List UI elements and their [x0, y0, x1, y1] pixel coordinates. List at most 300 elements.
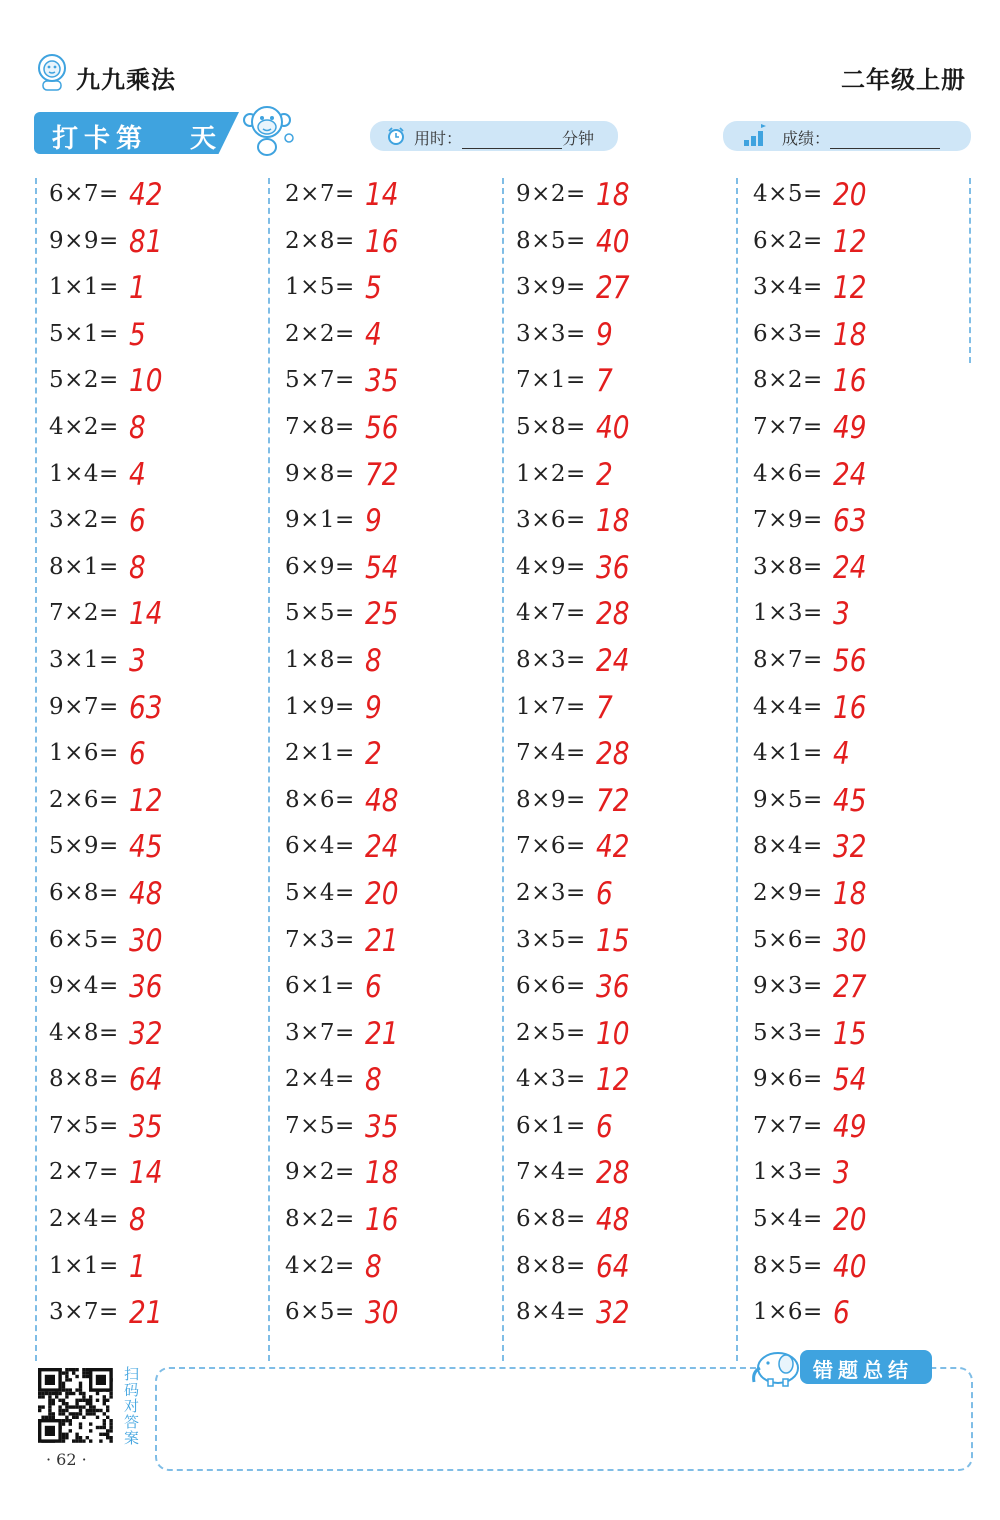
- equation: 3×3=: [516, 320, 586, 347]
- handwritten-answer: 10: [129, 363, 163, 400]
- handwritten-answer: 6: [129, 736, 146, 773]
- handwritten-answer: 48: [129, 875, 163, 912]
- handwritten-answer: 56: [365, 409, 399, 446]
- equation: 7×9=: [753, 507, 823, 534]
- equation: 4×4=: [753, 693, 823, 720]
- handwritten-answer: 16: [833, 689, 867, 726]
- equation: 4×8=: [49, 1019, 119, 1046]
- handwritten-answer: 15: [833, 1015, 867, 1052]
- problem-row: [516, 361, 736, 408]
- handwritten-answer: 4: [833, 736, 850, 773]
- handwritten-answer: 36: [596, 549, 630, 586]
- handwritten-answer: 1: [129, 1248, 146, 1285]
- equation: 2×4=: [49, 1206, 119, 1233]
- problem-row: [49, 1014, 269, 1061]
- equation: 4×1=: [753, 740, 823, 767]
- equation: 4×3=: [516, 1066, 586, 1093]
- problem-row: [753, 315, 973, 362]
- handwritten-answer: 6: [833, 1295, 850, 1332]
- problem-row: [285, 268, 505, 315]
- problem-row: [285, 1200, 505, 1247]
- problem-row: [753, 175, 973, 222]
- equation: 5×7=: [285, 367, 355, 394]
- problem-row: [285, 175, 505, 222]
- equation: 7×7=: [753, 1112, 823, 1139]
- equation: 1×3=: [753, 600, 823, 627]
- problem-row: [49, 1153, 269, 1200]
- problem-row: [753, 874, 973, 921]
- equation: 8×8=: [516, 1252, 586, 1279]
- problem-row: [753, 921, 973, 968]
- handwritten-answer: 56: [833, 642, 867, 679]
- handwritten-answer: 40: [596, 223, 630, 260]
- equation: 8×7=: [753, 646, 823, 673]
- handwritten-answer: 20: [833, 177, 867, 213]
- handwritten-answer: 7: [596, 363, 613, 400]
- problem-row: [516, 1014, 736, 1061]
- equation: 3×8=: [753, 553, 823, 580]
- handwritten-answer: 24: [833, 549, 867, 586]
- problem-row: [753, 967, 973, 1014]
- handwritten-answer: 72: [365, 456, 399, 493]
- problem-row: [753, 361, 973, 408]
- equation: 7×1=: [516, 367, 586, 394]
- handwritten-answer: 32: [833, 829, 867, 866]
- equation: 2×7=: [285, 181, 355, 207]
- problem-row: [285, 222, 505, 269]
- equation: 9×2=: [516, 181, 586, 207]
- problem-row: [285, 827, 505, 874]
- problem-row: [285, 734, 505, 781]
- equation: 9×3=: [753, 973, 823, 1000]
- equation: 8×2=: [753, 367, 823, 394]
- equation: 1×1=: [49, 1252, 119, 1279]
- column-divider: [736, 178, 738, 1361]
- problem-row: [49, 967, 269, 1014]
- handwritten-answer: 21: [365, 1015, 399, 1052]
- problem-row: [516, 781, 736, 828]
- problem-row: [516, 222, 736, 269]
- equation: 4×9=: [516, 553, 586, 580]
- problem-row: [516, 268, 736, 315]
- handwritten-answer: 18: [365, 1155, 399, 1192]
- problem-row: [516, 408, 736, 455]
- problem-row: [285, 781, 505, 828]
- problem-row: [285, 408, 505, 455]
- handwritten-answer: 40: [596, 409, 630, 446]
- equation: 8×1=: [49, 553, 119, 580]
- problem-row: [49, 1107, 269, 1154]
- problem-row: [49, 1293, 269, 1340]
- problem-row: [516, 455, 736, 502]
- mistake-summary-label: 错题总结: [813, 1358, 913, 1382]
- problem-row: [49, 921, 269, 968]
- equation: 3×5=: [516, 926, 586, 953]
- handwritten-answer: 81: [129, 223, 163, 260]
- problem-row: [49, 874, 269, 921]
- handwritten-answer: 12: [129, 782, 163, 819]
- equation: 1×3=: [753, 1159, 823, 1186]
- bar-chart-icon: [742, 122, 768, 148]
- problem-column-2: [285, 175, 505, 1340]
- equation: 5×2=: [49, 367, 119, 394]
- problem-row: [516, 1107, 736, 1154]
- equation: 3×4=: [753, 274, 823, 301]
- equation: 5×4=: [753, 1206, 823, 1233]
- problem-row: [753, 734, 973, 781]
- handwritten-answer: 18: [833, 316, 867, 353]
- problem-row: [516, 874, 736, 921]
- score-blank[interactable]: [830, 132, 940, 149]
- handwritten-answer: 54: [833, 1062, 867, 1099]
- problem-row: [49, 361, 269, 408]
- handwritten-answer: 8: [365, 642, 382, 679]
- problem-row: [516, 1153, 736, 1200]
- equation: 1×7=: [516, 693, 586, 720]
- equation: 2×3=: [516, 879, 586, 906]
- equation: 9×2=: [285, 1159, 355, 1186]
- handwritten-answer: 40: [833, 1248, 867, 1285]
- handwritten-answer: 5: [129, 316, 146, 353]
- handwritten-answer: 8: [129, 409, 146, 446]
- handwritten-answer: 6: [596, 875, 613, 912]
- handwritten-answer: 63: [833, 503, 867, 540]
- problem-row: [285, 594, 505, 641]
- problem-row: [49, 594, 269, 641]
- problem-row: [753, 1200, 973, 1247]
- equation: 3×2=: [49, 507, 119, 534]
- equation: 2×4=: [285, 1066, 355, 1093]
- problem-row: [49, 501, 269, 548]
- equation: 6×5=: [49, 926, 119, 953]
- problem-row: [49, 641, 269, 688]
- grade-label: 二年级上册: [841, 66, 966, 94]
- equation: 1×6=: [753, 1299, 823, 1326]
- handwritten-answer: 3: [129, 642, 146, 679]
- equation: 4×2=: [285, 1252, 355, 1279]
- equation: 6×1=: [516, 1112, 586, 1139]
- handwritten-answer: 18: [596, 503, 630, 540]
- handwritten-answer: 72: [596, 782, 630, 819]
- problem-row: [285, 548, 505, 595]
- problem-row: [49, 268, 269, 315]
- equation: 1×2=: [516, 460, 586, 487]
- handwritten-answer: 20: [833, 1202, 867, 1239]
- equation: 9×6=: [753, 1066, 823, 1093]
- problem-row: [753, 594, 973, 641]
- equation: 7×4=: [516, 1159, 586, 1186]
- equation: 9×1=: [285, 507, 355, 534]
- handwritten-answer: 48: [596, 1202, 630, 1239]
- problem-row: [285, 455, 505, 502]
- handwritten-answer: 35: [365, 363, 399, 400]
- problem-row: [285, 1153, 505, 1200]
- alarm-clock-icon: [386, 126, 406, 146]
- handwritten-answer: 4: [129, 456, 146, 493]
- handwritten-answer: 49: [833, 1108, 867, 1145]
- equation: 6×5=: [285, 1299, 355, 1326]
- handwritten-answer: 2: [596, 456, 613, 493]
- equation: 9×8=: [285, 460, 355, 487]
- equation: 1×1=: [49, 274, 119, 301]
- problem-row: [516, 827, 736, 874]
- handwritten-answer: 49: [833, 409, 867, 446]
- handwritten-answer: 3: [833, 596, 850, 633]
- handwritten-answer: 10: [596, 1015, 630, 1052]
- problem-row: [49, 315, 269, 362]
- equation: 6×8=: [49, 879, 119, 906]
- handwritten-answer: 25: [365, 596, 399, 633]
- problem-row: [285, 361, 505, 408]
- handwritten-answer: 2: [365, 736, 382, 773]
- handwritten-answer: 12: [833, 223, 867, 260]
- problem-row: [753, 501, 973, 548]
- handwritten-answer: 12: [833, 270, 867, 307]
- equation: 7×5=: [285, 1112, 355, 1139]
- elephant-icon: [748, 1346, 804, 1388]
- equation: 7×7=: [753, 413, 823, 440]
- equation: 9×9=: [49, 227, 119, 254]
- handwritten-answer: 30: [833, 922, 867, 959]
- equation: 8×5=: [516, 227, 586, 254]
- problem-row: [49, 1060, 269, 1107]
- monkey-icon: [238, 100, 298, 160]
- problem-row: [753, 1247, 973, 1294]
- scan-for-answers-label: 扫码对答案: [124, 1365, 140, 1447]
- handwritten-answer: 5: [365, 270, 382, 307]
- equation: 6×4=: [285, 833, 355, 860]
- problem-row: [753, 455, 973, 502]
- equation: 4×6=: [753, 460, 823, 487]
- equation: 2×1=: [285, 740, 355, 767]
- handwritten-answer: 21: [365, 922, 399, 959]
- problem-row: [285, 1293, 505, 1340]
- equation: 5×6=: [753, 926, 823, 953]
- problem-row: [516, 734, 736, 781]
- problem-row: [753, 1060, 973, 1107]
- problem-row: [753, 1014, 973, 1061]
- problem-row: [516, 315, 736, 362]
- handwritten-answer: 30: [365, 1295, 399, 1332]
- time-unit: 分钟: [562, 129, 595, 148]
- problem-row: [49, 688, 269, 735]
- problem-row: [753, 408, 973, 455]
- problem-row: [285, 641, 505, 688]
- handwritten-answer: 14: [365, 177, 399, 213]
- handwritten-answer: 14: [129, 596, 163, 633]
- equation: 8×4=: [516, 1299, 586, 1326]
- equation: 5×4=: [285, 879, 355, 906]
- problem-row: [49, 408, 269, 455]
- equation: 2×2=: [285, 320, 355, 347]
- equation: 2×6=: [49, 786, 119, 813]
- equation: 8×8=: [49, 1066, 119, 1093]
- equation: 3×6=: [516, 507, 586, 534]
- equation: 7×5=: [49, 1112, 119, 1139]
- problem-row: [516, 1293, 736, 1340]
- equation: 6×2=: [753, 227, 823, 254]
- handwritten-answer: 8: [365, 1248, 382, 1285]
- handwritten-answer: 42: [596, 829, 630, 866]
- handwritten-answer: 14: [129, 1155, 163, 1192]
- equation: 8×2=: [285, 1206, 355, 1233]
- problem-row: [285, 501, 505, 548]
- handwritten-answer: 6: [596, 1108, 613, 1145]
- equation: 6×1=: [285, 973, 355, 1000]
- problem-row: [49, 455, 269, 502]
- checkin-label: 打卡第: [52, 124, 149, 154]
- handwritten-answer: 32: [129, 1015, 163, 1052]
- score-field: [782, 126, 940, 149]
- handwritten-answer: 21: [129, 1295, 163, 1332]
- handwritten-answer: 16: [365, 1202, 399, 1239]
- problem-row: [285, 1060, 505, 1107]
- handwritten-answer: 9: [596, 316, 613, 353]
- equation: 5×1=: [49, 320, 119, 347]
- problem-row: [753, 1293, 973, 1340]
- problem-row: [49, 781, 269, 828]
- problem-row: [285, 1014, 505, 1061]
- handwritten-answer: 64: [129, 1062, 163, 1099]
- equation: 4×5=: [753, 181, 823, 207]
- equation: 6×7=: [49, 181, 119, 207]
- problem-row: [753, 222, 973, 269]
- equation: 7×3=: [285, 926, 355, 953]
- problem-row: [49, 548, 269, 595]
- score-label: 成绩：: [782, 129, 831, 148]
- equation: 9×7=: [49, 693, 119, 720]
- problem-row: [285, 1247, 505, 1294]
- equation: 3×7=: [285, 1019, 355, 1046]
- problem-row: [516, 175, 736, 222]
- equation: 5×3=: [753, 1019, 823, 1046]
- problem-row: [753, 548, 973, 595]
- handwritten-answer: 24: [365, 829, 399, 866]
- problem-row: [516, 1200, 736, 1247]
- equation: 7×4=: [516, 740, 586, 767]
- handwritten-answer: 35: [365, 1108, 399, 1145]
- equation: 5×8=: [516, 413, 586, 440]
- equation: 8×3=: [516, 646, 586, 673]
- handwritten-answer: 18: [833, 875, 867, 912]
- equation: 6×3=: [753, 320, 823, 347]
- checkin-day-unit: 天: [190, 124, 217, 154]
- problem-row: [49, 734, 269, 781]
- handwritten-answer: 45: [833, 782, 867, 819]
- problem-row: [516, 1247, 736, 1294]
- equation: 9×5=: [753, 786, 823, 813]
- handwritten-answer: 16: [365, 223, 399, 260]
- handwritten-answer: 30: [129, 922, 163, 959]
- handwritten-answer: 27: [833, 969, 867, 1006]
- handwritten-answer: 32: [596, 1295, 630, 1332]
- problem-row: [516, 501, 736, 548]
- equation: 9×4=: [49, 973, 119, 1000]
- equation: 1×8=: [285, 646, 355, 673]
- problem-row: [753, 1107, 973, 1154]
- problem-row: [516, 921, 736, 968]
- handwritten-answer: 36: [129, 969, 163, 1006]
- equation: 3×7=: [49, 1299, 119, 1326]
- problem-row: [516, 1060, 736, 1107]
- equation: 2×5=: [516, 1019, 586, 1046]
- handwritten-answer: 28: [596, 736, 630, 773]
- problem-row: [49, 1247, 269, 1294]
- equation: 1×5=: [285, 274, 355, 301]
- equation: 7×6=: [516, 833, 586, 860]
- problem-row: [285, 967, 505, 1014]
- equation: 1×4=: [49, 460, 119, 487]
- equation: 7×2=: [49, 600, 119, 627]
- problem-row: [753, 827, 973, 874]
- handwritten-answer: 15: [596, 922, 630, 959]
- handwritten-answer: 7: [596, 689, 613, 726]
- handwritten-answer: 8: [129, 549, 146, 586]
- equation: 8×5=: [753, 1252, 823, 1279]
- problem-row: [285, 688, 505, 735]
- handwritten-answer: 28: [596, 1155, 630, 1192]
- problem-row: [753, 641, 973, 688]
- problem-row: [753, 1153, 973, 1200]
- equation: 1×6=: [49, 740, 119, 767]
- equation: 4×2=: [49, 413, 119, 440]
- problem-row: [49, 1200, 269, 1247]
- handwritten-answer: 42: [129, 177, 163, 213]
- equation: 5×5=: [285, 600, 355, 627]
- handwritten-answer: 16: [833, 363, 867, 400]
- problem-row: [753, 268, 973, 315]
- handwritten-answer: 18: [596, 177, 630, 213]
- problem-column-1: [49, 175, 269, 1340]
- problem-row: [516, 641, 736, 688]
- handwritten-answer: 63: [129, 689, 163, 726]
- equation: 6×9=: [285, 553, 355, 580]
- book-title: 九九乘法: [76, 66, 176, 94]
- handwritten-answer: 36: [596, 969, 630, 1006]
- handwritten-answer: 8: [129, 1202, 146, 1239]
- equation: 6×8=: [516, 1206, 586, 1233]
- equation: 4×7=: [516, 600, 586, 627]
- handwritten-answer: 9: [365, 503, 382, 540]
- handwritten-answer: 27: [596, 270, 630, 307]
- handwritten-answer: 12: [596, 1062, 630, 1099]
- time-blank[interactable]: [462, 132, 562, 149]
- equation: 2×7=: [49, 1159, 119, 1186]
- equation: 3×1=: [49, 646, 119, 673]
- problem-row: [49, 222, 269, 269]
- problem-row: [516, 594, 736, 641]
- problem-row: [49, 827, 269, 874]
- handwritten-answer: 45: [129, 829, 163, 866]
- handwritten-answer: 35: [129, 1108, 163, 1145]
- problem-row: [49, 175, 269, 222]
- column-divider: [35, 178, 37, 1361]
- problem-row: [285, 1107, 505, 1154]
- equation: 5×9=: [49, 833, 119, 860]
- handwritten-answer: 8: [365, 1062, 382, 1099]
- equation: 8×6=: [285, 786, 355, 813]
- qr-code-icon[interactable]: [34, 1367, 120, 1443]
- problem-row: [516, 967, 736, 1014]
- handwritten-answer: 20: [365, 875, 399, 912]
- time-label: 用时：: [414, 129, 463, 148]
- equation: 6×6=: [516, 973, 586, 1000]
- equation: 8×9=: [516, 786, 586, 813]
- lion-mascot-icon: [34, 52, 70, 92]
- equation: 8×4=: [753, 833, 823, 860]
- handwritten-answer: 24: [596, 642, 630, 679]
- handwritten-answer: 9: [365, 689, 382, 726]
